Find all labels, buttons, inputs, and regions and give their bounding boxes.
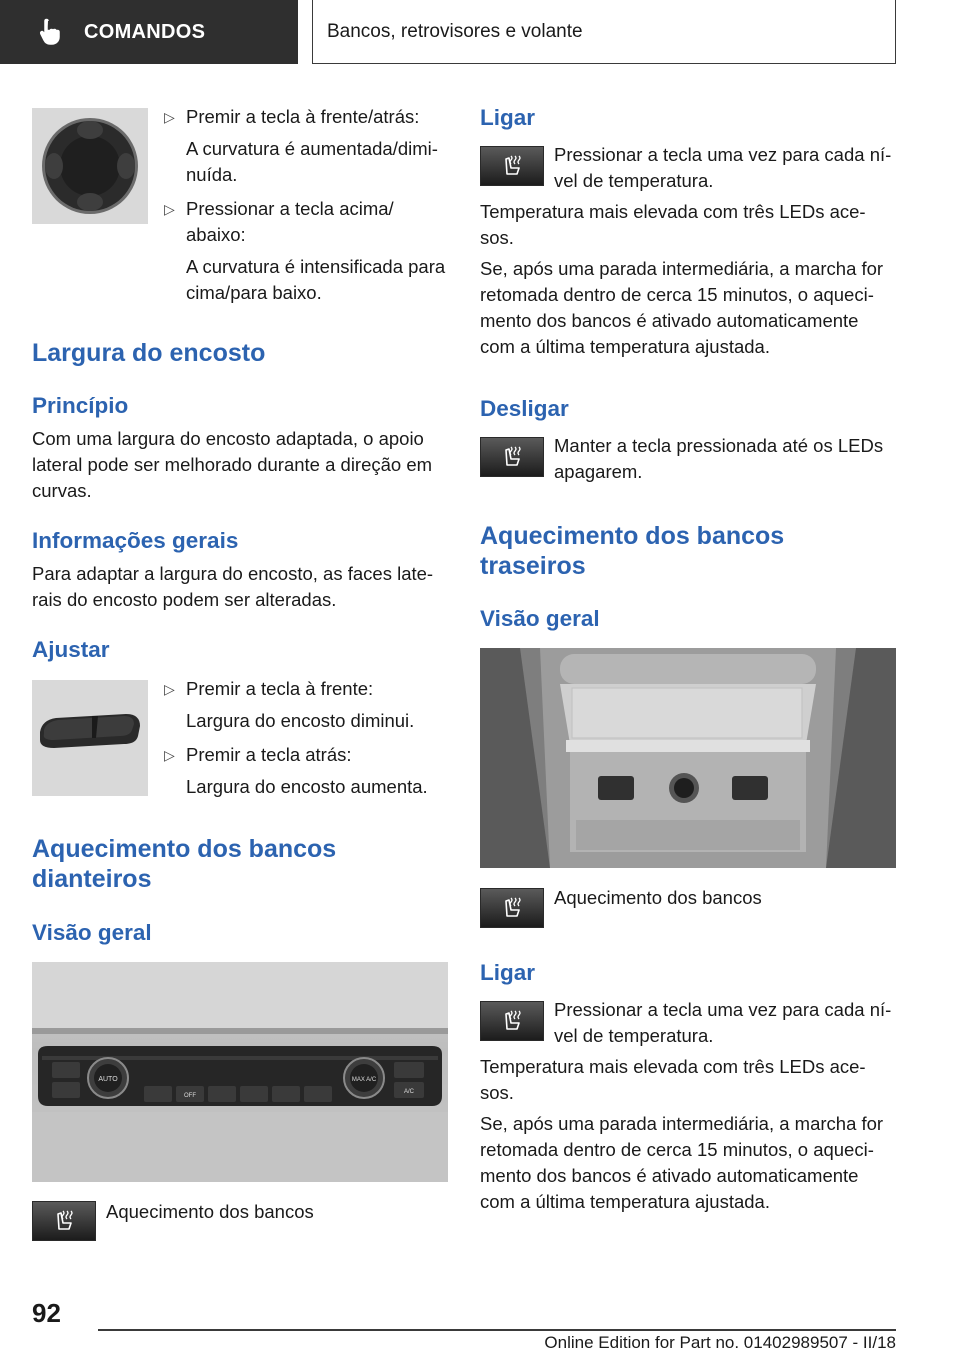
resume-text: Se, após uma parada intermediária, a marcha for retomada dentro de cerca 15 minutos, o aqueci-mento dos bancos é ativado automaticamente com a última temperatura ajustada. [480,258,884,357]
list-item-detail: Largura do encosto aumenta. [186,776,428,797]
list-item-detail: A curvatura é aumentada/dimi-nuída. [186,138,438,185]
rear-console-photo [480,648,896,868]
list-item-detail: Largura do encosto diminui. [186,710,415,731]
chapter-title: Bancos, retrovisores e volante [312,0,896,64]
rear-seat-heating-caption: Aquecimento dos bancos [554,887,762,908]
general-text: Para adaptar a largura do encosto, as faces late-rais do encosto podem ser alteradas. [32,563,434,610]
front-heating-heading: Aquecimento dos bancos dianteiros [32,835,337,893]
seat-heating-key-icon [32,1201,96,1241]
front-overview-heading: Visão geral [32,920,152,945]
seat-heating-key-icon [480,888,544,928]
on-heading: Ligar [480,105,536,130]
triangle-bullet-icon: ▷ [164,681,175,697]
off-heading: Desligar [480,396,569,421]
temp2-text: Temperatura mais elevada com três LEDs ace-sos. [480,1056,866,1103]
triangle-bullet-icon: ▷ [164,747,175,763]
lumbar-bullet-list [164,104,452,306]
list-item: ▷ Premir a tecla à frente: [164,676,452,702]
resume2-text: Se, após uma parada intermediária, a marcha for retomada dentro de cerca 15 minutos, o aqueci-mento dos bancos é ativado automaticamente com a última temperatura ajustada. [480,1113,884,1212]
section-label: COMANDOS [84,20,206,43]
front-seat-heating-caption: Aquecimento dos bancos [106,1201,314,1222]
list-item: ▷ Premir a tecla à frente/atrás: [164,104,452,130]
header-section-tab [0,0,298,64]
on-text: Pressionar a tecla uma vez para cada ní-vel de temperatura. [554,144,892,191]
triangle-bullet-icon: ▷ [164,201,175,217]
principle-heading: Princípio [32,393,129,418]
on2-text: Pressionar a tecla uma vez para cada ní-vel de temperatura. [554,999,892,1046]
list-item-detail: A curvatura é intensificada para cima/para baixo. [186,256,446,303]
rear-heating-heading: Aquecimento dos bancos traseiros [480,522,785,580]
front-climate-panel-photo [32,962,448,1182]
temp-text: Temperatura mais elevada com três LEDs ace-sos. [480,201,866,248]
width-heading: Largura do encosto [32,339,266,367]
list-item: ▷ Premir a tecla atrás: [164,742,452,768]
general-heading: Informações gerais [32,528,239,553]
backrest-width-switch-image [32,680,148,796]
off-text: Manter a tecla pressionada até os LEDs apagarem. [554,435,884,482]
off-label: OFF [184,1093,196,1099]
auto-label: AUTO [98,1076,118,1083]
principle-text: Com uma largura do encosto adaptada, o apoio lateral pode ser melhorado durante a direção em curvas. [32,428,433,501]
rear-overview-heading: Visão geral [480,606,600,631]
on2-heading: Ligar [480,960,536,985]
list-item: ▷ Pressionar a tecla acima/ abaixo: [164,196,452,248]
lumbar-control-image [32,108,148,224]
footer-divider [98,1329,896,1331]
edition-text: Online Edition for Part no. 01402989507 - II/18 [544,1333,896,1352]
adjust-heading: Ajustar [32,637,110,662]
triangle-bullet-icon: ▷ [164,109,175,125]
adjust-bullet-list [164,676,452,800]
max-ac-label: MAX A/C [351,1077,377,1083]
seat-heating-key-icon [480,1001,544,1041]
hand-pointer-icon [38,18,66,46]
seat-heating-key-icon [480,146,544,186]
page-number: 92 [32,1298,61,1328]
seat-heating-key-icon [480,437,544,477]
ac-label: A/C [403,1089,415,1095]
